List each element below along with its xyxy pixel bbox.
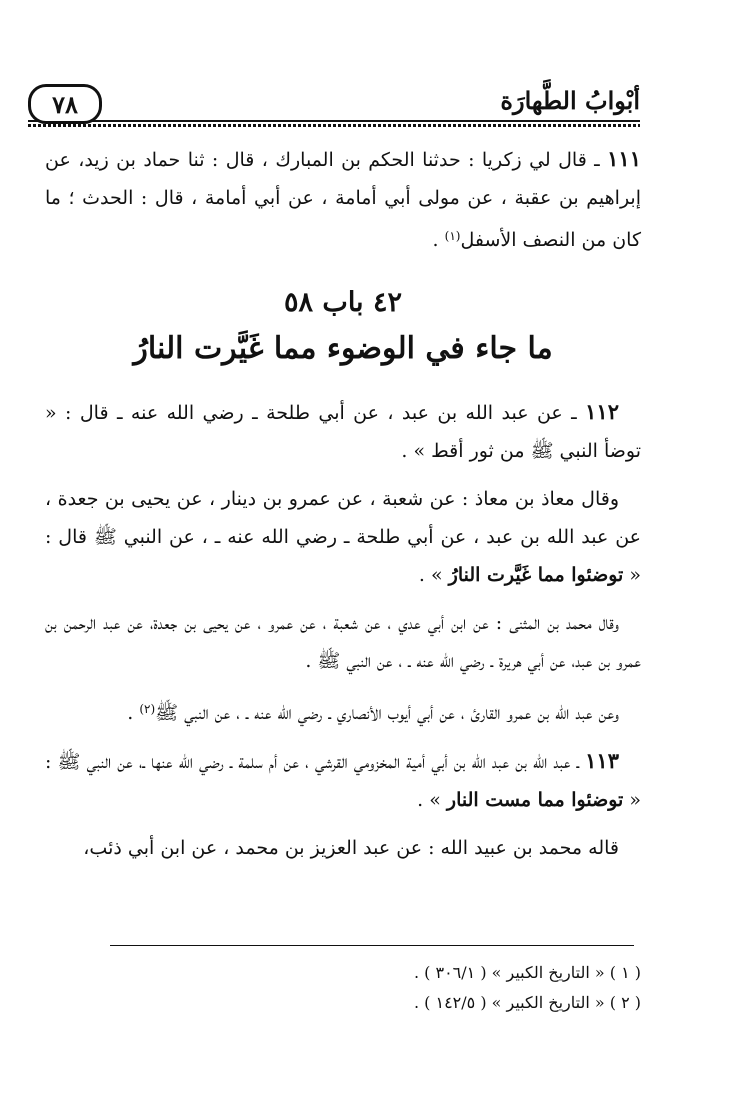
paragraph-text: وقال معاذ بن معاذ : عن شعبة ، عن عمرو بن دينار ، عن يحيى بن جعدة ، عن عبد الله بن عبد ، عن أبي طلحة ـ رضي الله عنه ـ ، عن النبي ﷺ قال : « [45, 488, 641, 586]
header-divider [28, 120, 640, 128]
hadith-quote: توضئوا مما مست النار [446, 789, 624, 811]
chapter-title: أبْوابُ الطَّهارَة [500, 86, 640, 115]
paragraph-tail: . [432, 229, 445, 251]
footnote-1: ( ١ ) « التاريخ الكبير » ( ٣٠٦/١ ) . [413, 963, 641, 982]
hadith-quote: توضئوا مما غَيَّرت النارُ [448, 564, 624, 586]
page-header [28, 82, 640, 126]
footnote-2: ( ٢ ) « التاريخ الكبير » ( ١٤٢/٥ ) . [413, 993, 641, 1012]
paragraph-111 [45, 140, 641, 259]
main-text [45, 140, 641, 867]
paragraph-muthanna: وقال محمد بن المثنى : عن ابن أبي عدي ، عن شعبة ، عن عمرو ، عن يحيى بن جعدة، عن عبد الرحمن بن عمرو بن عبد، عن أبي هريرة ـ رضي الله عنه ـ ، عن النبي ﷺ . [45, 612, 641, 672]
hadith-number: ١١٣ [585, 748, 619, 773]
footnote-divider [110, 945, 634, 946]
bab-number: ٤٢ باب ٥٨ [284, 287, 402, 318]
paragraph-tail: . [127, 702, 140, 724]
page-number: ٧٨ [28, 84, 102, 124]
bab-title: ما جاء في الوضوء مما غَيَّرت النارُ [133, 331, 553, 366]
paragraph-muadh [45, 480, 641, 594]
paragraph-113 [45, 742, 641, 819]
paragraph-qari [45, 690, 641, 732]
footnote-ref: (٢) [139, 702, 156, 716]
paragraph-text: ـ عبد الله بن عبد الله بن أبي أمية المخزومي القرشي ، عن أم سلمة ـ رضي الله عنها ـ، عن النبي ﷺ : « [45, 751, 641, 811]
paragraph-text: ـ عن عبد الله بن عبد ، عن أبي طلحة ـ رضي الله عنه ـ قال : « توضأ النبي ﷺ من ثور أقط » . [45, 402, 641, 462]
footnote-ref: (١) [444, 229, 461, 243]
hadith-number: ١١٢ [585, 399, 619, 424]
footnotes [45, 958, 641, 1018]
paragraph-tail: » . [417, 789, 447, 811]
paragraph-last: قاله محمد بن عبيد الله : عن عبد العزيز بن محمد ، عن ابن أبي ذئب، [83, 837, 619, 859]
paragraph-text: ـ قال لي زكريا : حدثنا الحكم بن المبارك ، قال : ثنا حماد بن زيد، عن إبراهيم بن عقبة ، عن مولى أبي أمامة ، عن أبي أمامة ، قال : الحدث ؛ ما كان من النصف الأسفل [45, 149, 641, 251]
hadith-number: ١١١ [607, 146, 641, 171]
paragraph-tail: » . [418, 564, 449, 586]
paragraph-112 [45, 393, 641, 470]
paragraph-text: وعن عبد الله بن عمرو القارئ ، عن أبي أيوب الأنصاري ـ رضي الله عنه ـ ، عن النبي ﷺ [155, 702, 619, 724]
